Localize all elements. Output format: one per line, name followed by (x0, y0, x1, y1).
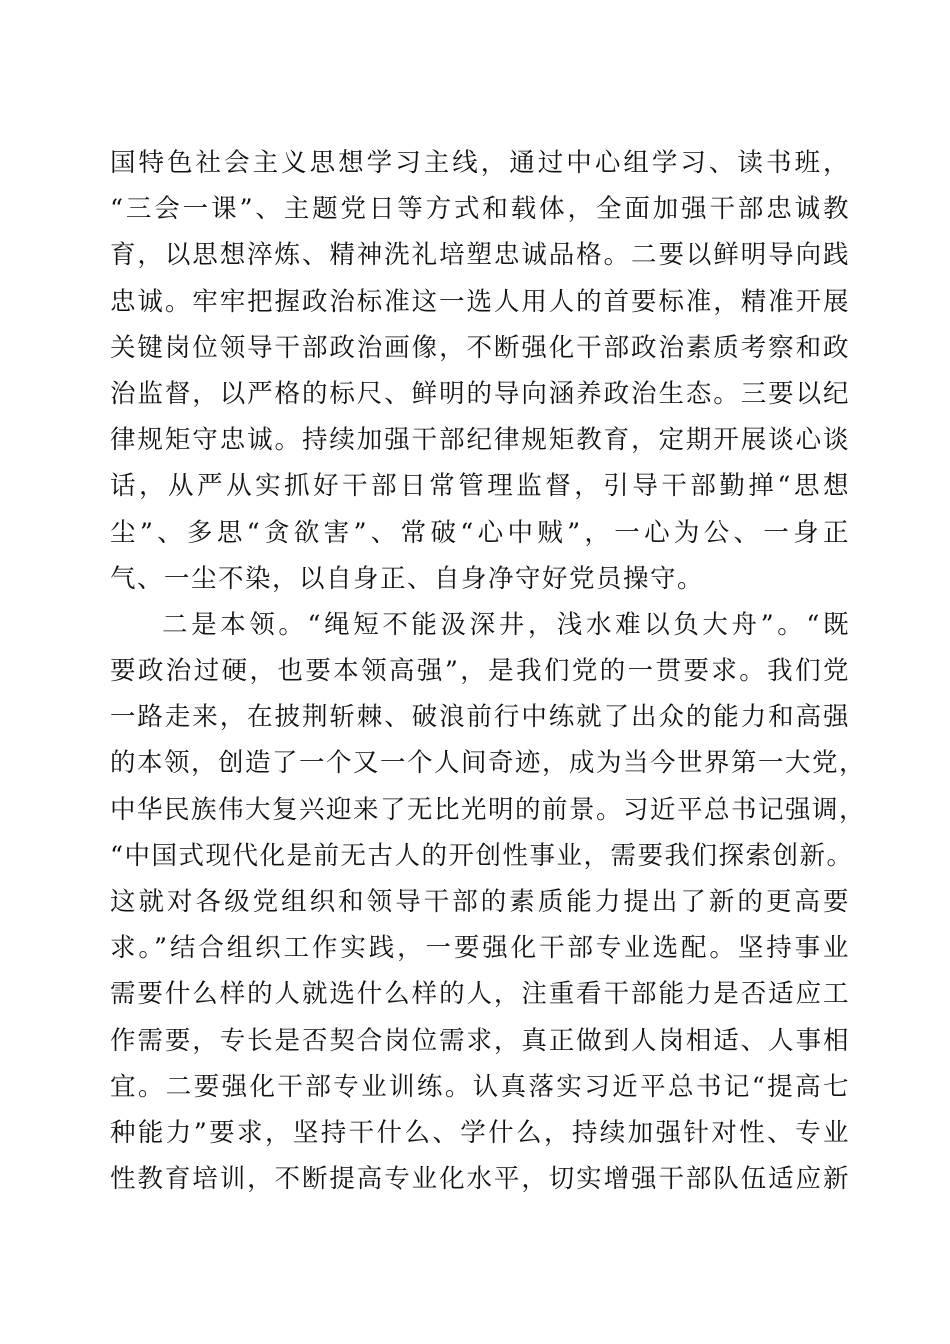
text-line: 种能力”要求，坚持干什么、学什么，持续加强针对性、专业 (110, 1117, 850, 1148)
text-line: 作需要，专长是否契合岗位需求，真正做到人岗相适、人事相 (110, 1025, 850, 1056)
text-line: 关键岗位领导干部政治画像，不断强化干部政治素质考察和政 (110, 332, 850, 363)
body-text (110, 140, 867, 1202)
text-line: 国特色社会主义思想学习主线，通过中心组学习、读书班， (110, 148, 850, 178)
text-line: 性教育培训，不断提高专业化水平，切实增强干部队伍适应新 (110, 1164, 850, 1195)
text-line: “中国式现代化是前无古人的开创性事业，需要我们探索创新。 (110, 840, 854, 871)
text-line: 话，从严从实抓好干部日常管理监督，引导干部勤掸“思想 (110, 471, 850, 502)
text-line: 忠诚。牢牢把握政治标准这一选人用人的首要标准，精准开展 (110, 286, 850, 317)
paragraph-start-line: 二是本领。“绳短不能汲深井，浅水难以负大舟”。“既 (162, 609, 850, 640)
text-line: 这就对各级党组织和领导干部的素质能力提出了新的更高要 (110, 887, 850, 917)
text-line: 需要什么样的人就选什么样的人，注重看干部能力是否适应工 (110, 979, 850, 1010)
text-line: 一路走来，在披荆斩棘、破浪前行中练就了出众的能力和高强 (110, 702, 850, 733)
paragraph-end-line: 气、一尘不染，以自身正、自身净守好党员操守。 (110, 563, 705, 594)
text-line: 求。”结合组织工作实践，一要强化干部专业选配。坚持事业 (110, 933, 850, 964)
text-line: 治监督，以严格的标尺、鲜明的导向涵养政治生态。三要以纪 (110, 378, 850, 409)
text-line: 中华民族伟大复兴迎来了无比光明的前景。习近平总书记强调， (110, 794, 867, 825)
text-line: 律规矩守忠诚。持续加强干部纪律规矩教育，定期开展谈心谈 (110, 425, 850, 456)
text-line: 的本领，创造了一个又一个人间奇迹，成为当今世界第一大党， (110, 748, 867, 779)
text-line: 宜。二要强化干部专业训练。认真落实习近平总书记“提高七 (110, 1071, 850, 1102)
text-line: 要政治过硬，也要本领高强”，是我们党的一贯要求。我们党 (110, 656, 850, 687)
text-line: 育，以思想淬炼、精神洗礼培塑忠诚品格。二要以鲜明导向践 (110, 240, 850, 271)
text-line: “三会一课”、主题党日等方式和载体，全面加强干部忠诚教 (110, 194, 850, 225)
text-line: 尘”、多思“贪欲害”、常破“心中贼”，一心为公、一身正 (110, 517, 850, 548)
